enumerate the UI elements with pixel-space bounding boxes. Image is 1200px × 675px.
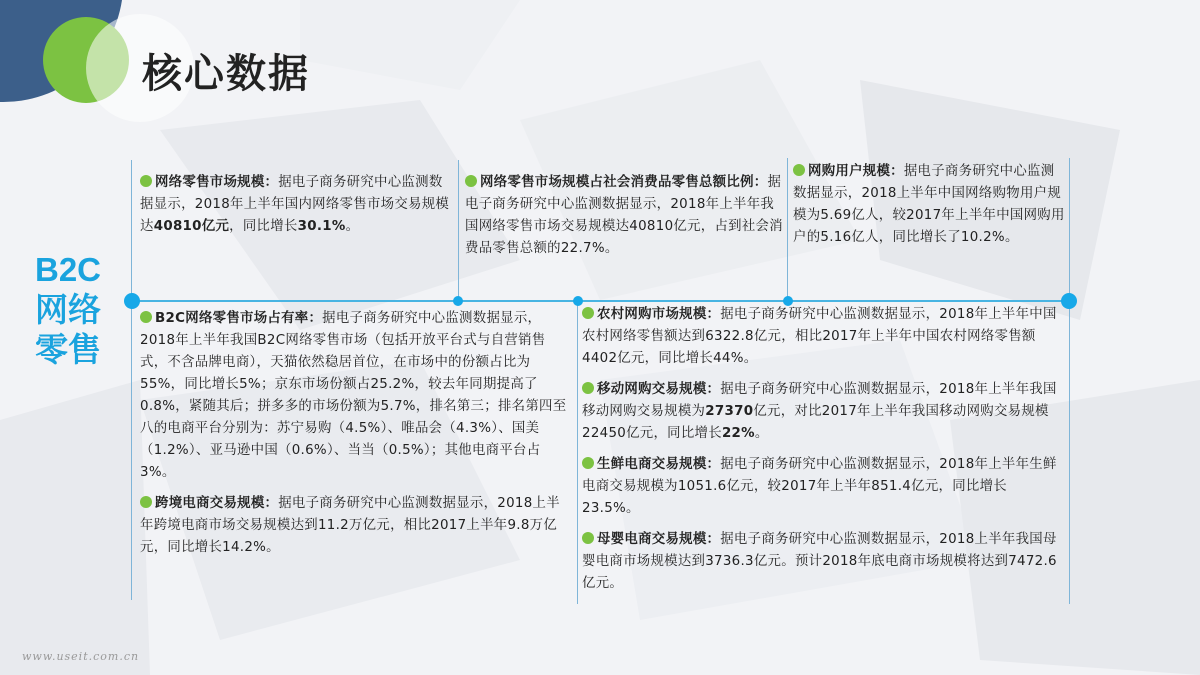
- data-item: [140, 308, 570, 484]
- bullet-dot-icon: [793, 164, 805, 176]
- timeline-node: [124, 293, 140, 309]
- side-title-line: 网络: [35, 291, 101, 328]
- item-text: 亿元，对比2017年上半年我国移动网购交易规模22450亿元，同比增长: [582, 404, 1049, 441]
- page-title: 核心数据: [142, 51, 310, 97]
- item-text: 据电子商务研究中心监测数据显示，2018上半年我国母婴电商市场规模达到3736.3亿元。预计2018年底电商市场规模将达到7472.6亿元。: [582, 532, 1057, 591]
- item-text: 据电子商务研究中心监测数据显示，2018上半年跨境电商市场交易规模达到11.2万亿元，相比2017上半年9.8万亿元，同比增长14.2%。: [140, 496, 560, 555]
- timeline-vline: [458, 160, 459, 300]
- bullet-dot-icon: [140, 496, 152, 508]
- data-item: [140, 172, 452, 238]
- top-block-2: [465, 172, 785, 269]
- timeline-vline: [577, 300, 578, 604]
- item-text: 。: [754, 426, 769, 441]
- data-item: [465, 172, 785, 260]
- item-text: ，同比增长: [229, 219, 298, 234]
- bullet-dot-icon: [582, 307, 594, 319]
- item-label: 母婴电商交易规模：: [597, 532, 721, 547]
- data-item: [582, 454, 1064, 520]
- item-text: 据电子商务研究中心监测数据显示，2018年上半年中国农村网络零售额达到6322.8亿元，相比2017年上半年中国农村网络零售额4402亿元，同比增长44%。: [582, 307, 1057, 366]
- side-title: [28, 250, 108, 370]
- item-label: B2C网络零售市场占有率：: [155, 311, 323, 326]
- bottom-right-block: [582, 304, 1064, 604]
- item-text: 据电子商务研究中心监测数据显示，2018年上半年生鲜电商交易规模为1051.6亿元，较2017年上半年851.4亿元，同比增长23.5%。: [582, 457, 1057, 516]
- timeline-node: [453, 296, 463, 306]
- timeline-vline: [1069, 158, 1070, 604]
- bullet-dot-icon: [465, 175, 477, 187]
- data-item: [582, 304, 1064, 370]
- item-text: 据电子商务研究中心监测数据显示，2018年上半年国内网络零售市场交易规模达: [140, 175, 450, 234]
- top-block-1: [140, 172, 452, 247]
- bullet-dot-icon: [140, 311, 152, 323]
- bullet-dot-icon: [140, 175, 152, 187]
- bullet-dot-icon: [582, 457, 594, 469]
- highlight-value: 30.1%: [297, 219, 346, 234]
- bullet-dot-icon: [582, 532, 594, 544]
- data-item: [140, 493, 570, 559]
- item-text: 据电子商务研究中心监测数据显示，2018年上半年我国B2C网络零售市场（包括开放平台式与自营销售式，不含品牌电商），天猫依然稳居首位，在市场中的份额占比为55%，同比增长5%；京东市场份额占25.2%，较去年同期提高了0.8%，紧随其后；拼多多的市场份额为5.7%，排名第三；排名第四至八的电商平台分别为：苏宁易购（4.5%）、唯品会（4.3%）、国美（1.2%）、亚马逊中国（0.6%）、当当（0.5%）；其他电商平台占3%。: [140, 311, 567, 480]
- side-title-line: B2C: [34, 251, 102, 288]
- data-item: [582, 529, 1064, 595]
- footer-watermark: www.useit.com.cn: [22, 650, 140, 663]
- item-label: 生鲜电商交易规模：: [597, 457, 721, 472]
- side-title-line: 零售: [35, 331, 101, 368]
- item-text: 。: [345, 219, 360, 234]
- timeline-vline: [131, 160, 132, 600]
- highlight-value: 22%: [721, 426, 755, 441]
- item-label: 网购用户规模：: [808, 164, 904, 179]
- data-item: [582, 379, 1064, 445]
- bullet-dot-icon: [582, 382, 594, 394]
- timeline-axis: [132, 300, 1069, 302]
- item-label: 网络零售市场规模占社会消费品零售总额比例：: [480, 175, 768, 190]
- item-text: 据电子商务研究中心监测数据显示，2018年上半年我国移动网购交易规模为: [582, 382, 1057, 419]
- item-label: 网络零售市场规模：: [155, 175, 279, 190]
- highlight-value: 40810亿元: [153, 219, 230, 234]
- data-item: [793, 161, 1065, 249]
- item-label: 跨境电商交易规模：: [155, 496, 279, 511]
- item-label: 移动网购交易规模：: [597, 382, 721, 397]
- top-block-3: [793, 161, 1065, 258]
- item-text: 据电子商务研究中心监测数据显示，2018年上半年我国网络零售市场交易规模达40810亿元，占到社会消费品零售总额的22.7%。: [465, 175, 783, 256]
- item-label: 农村网购市场规模：: [597, 307, 721, 322]
- item-text: 据电子商务研究中心监测数据显示，2018上半年中国网络购物用户规模为5.69亿人，较2017年上半年中国网购用户的5.16亿人，同比增长了10.2%。: [793, 164, 1065, 245]
- bottom-left-block: [140, 308, 570, 568]
- timeline-vline: [787, 158, 788, 300]
- highlight-value: 27370: [705, 404, 754, 419]
